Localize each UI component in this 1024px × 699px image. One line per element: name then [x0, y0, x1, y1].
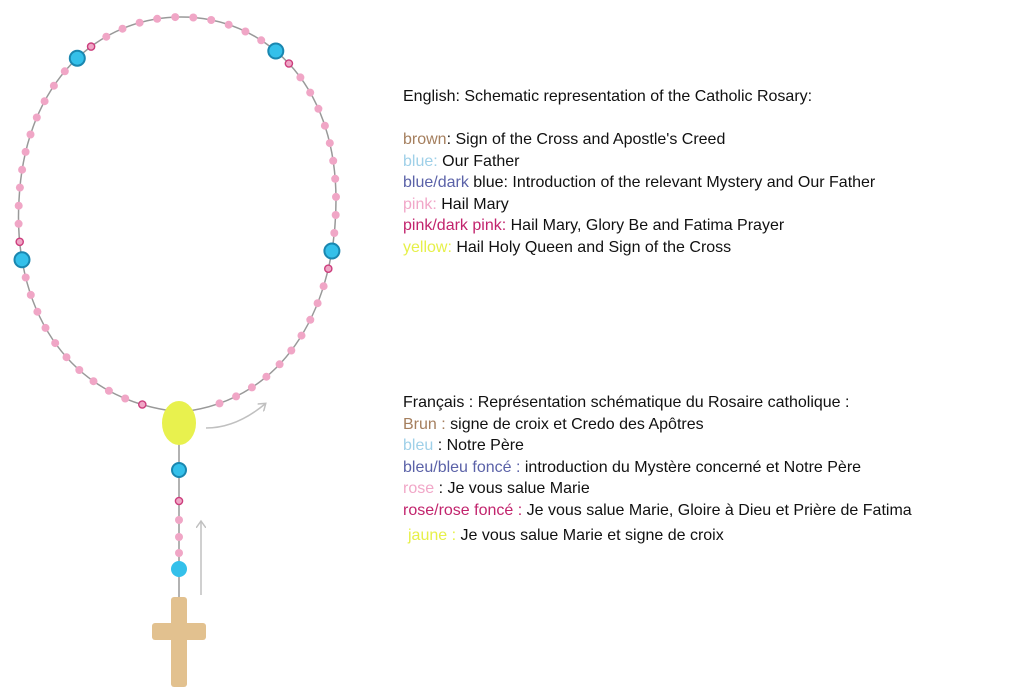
legend-key: rose/rose foncé : [403, 501, 523, 519]
legend-desc: Hail Holy Queen and Sign of the Cross [451, 238, 732, 256]
pink-bead [15, 202, 23, 210]
legend-desc: Our Father [437, 152, 520, 170]
pink-bead [22, 148, 30, 156]
legend-key: yellow: [403, 238, 452, 256]
pink-bead [331, 175, 339, 183]
legend-row-rose [403, 478, 912, 500]
rosary-beads [15, 13, 341, 408]
legend-row-bleu-fonce [403, 457, 912, 479]
legend-key: brown [403, 131, 447, 148]
legend-row-rose-fonce [403, 500, 912, 522]
pink-bead [22, 274, 30, 282]
legend-row-pink [403, 194, 875, 216]
legend-row-yellow [403, 237, 875, 259]
blue-bead [324, 244, 339, 259]
pendant-pink-bead [175, 549, 183, 557]
blue-bead [15, 252, 30, 267]
pink-bead [207, 16, 215, 24]
pink-bead [90, 377, 98, 385]
pendant-dark-pink-bead [175, 497, 182, 504]
legend-desc: : Notre Père [433, 437, 524, 454]
pink-bead [136, 19, 144, 27]
legend-key: Brun : [403, 415, 446, 433]
pink-bead [332, 211, 340, 219]
pink-bead [257, 36, 265, 44]
legend-key: jaune : [408, 527, 457, 544]
legend-desc: : Sign of the Cross and Apostle's Creed [446, 131, 726, 148]
legend-row-dark-pink [403, 215, 875, 237]
legend-row-bleu [403, 435, 912, 457]
legend-key: bleu/bleu foncé : [403, 458, 521, 476]
english-title: English: Schematic representation of the Catholic Rosary: [403, 88, 813, 105]
pendant-blue-bead-bottom [171, 561, 187, 577]
pink-bead [51, 339, 59, 347]
pink-bead [75, 366, 83, 374]
pink-bead [18, 166, 26, 174]
pink-bead [41, 97, 49, 105]
legend-key: rose [403, 480, 435, 497]
legend-desc: blue: Introduction of the relevant Mystery and Our Father [468, 174, 876, 191]
pink-bead [330, 229, 338, 237]
legend-key: pink: [403, 195, 437, 213]
crucifix [152, 597, 206, 687]
pink-bead [42, 324, 50, 332]
pink-bead [306, 316, 314, 324]
blue-bead [268, 44, 283, 59]
pink-bead [306, 89, 314, 97]
pink-bead [314, 105, 322, 113]
pink-bead [61, 67, 69, 75]
english-legend [403, 86, 875, 258]
centre-medal [162, 401, 196, 445]
pink-bead [225, 21, 233, 29]
pink-bead [121, 395, 129, 403]
legend-key: blue/dark [403, 174, 469, 191]
dark-pink-bead [16, 238, 23, 245]
legend-desc: signe de croix et Credo des Apôtres [445, 415, 704, 433]
legend-row-brun [403, 414, 912, 436]
pink-bead [105, 387, 113, 395]
pink-bead [102, 33, 110, 41]
pink-bead [326, 139, 334, 147]
dark-pink-bead [325, 265, 332, 272]
pink-bead [15, 220, 23, 228]
legend-desc: Je vous salue Marie, Gloire à Dieu et Prière de Fatima [522, 501, 912, 519]
dark-pink-bead [88, 43, 95, 50]
legend-desc: Je vous salue Marie et signe de croix [456, 527, 724, 544]
pink-bead [189, 14, 197, 22]
dark-pink-bead [285, 60, 292, 67]
pink-bead [33, 114, 41, 122]
pendant-pink-bead [175, 516, 183, 524]
pink-bead [329, 157, 337, 165]
pendant-pink-bead [175, 533, 183, 541]
legend-row-brown [403, 129, 875, 151]
pink-bead [321, 122, 329, 130]
pink-bead [50, 82, 58, 90]
blue-bead [70, 51, 85, 66]
pink-bead [241, 28, 249, 36]
pink-bead [27, 131, 35, 139]
legend-desc: Hail Mary, Glory Be and Fatima Prayer [506, 217, 785, 234]
pink-bead [153, 15, 161, 23]
rosary-diagram [0, 0, 400, 699]
direction-arrows [201, 404, 265, 595]
legend-desc: introduction du Mystère concerné et Notre Père [520, 458, 862, 476]
pink-bead [276, 360, 284, 368]
pink-bead [27, 291, 35, 299]
pink-bead [16, 184, 24, 192]
legend-row-blue [403, 151, 875, 173]
french-title: Français : Représentation schématique du Rosaire catholique : [403, 394, 850, 411]
pink-bead [287, 347, 295, 355]
pendant-blue-bead [172, 463, 186, 477]
pink-bead [33, 308, 41, 316]
pink-bead [171, 13, 179, 21]
pink-bead [296, 73, 304, 81]
pink-bead [320, 282, 328, 290]
legend-key: blue: [403, 152, 438, 170]
legend-key: pink/dark pink: [403, 217, 507, 234]
pink-bead [314, 299, 322, 307]
pink-bead [298, 332, 306, 340]
pink-bead [232, 392, 240, 400]
pink-bead [248, 383, 256, 391]
legend-row-jaune [403, 521, 912, 547]
legend-key: bleu [403, 437, 434, 454]
legend-desc: Hail Mary [436, 195, 509, 213]
dark-pink-bead [139, 401, 146, 408]
legend-desc: : Je vous salue Marie [434, 480, 590, 497]
pink-bead [262, 373, 270, 381]
pink-bead [119, 25, 127, 33]
french-legend [403, 392, 912, 547]
arrow-curve [206, 404, 265, 428]
pink-bead [216, 399, 224, 407]
pink-bead [332, 193, 340, 201]
pink-bead [63, 353, 71, 361]
legend-row-dark-blue [403, 172, 875, 194]
